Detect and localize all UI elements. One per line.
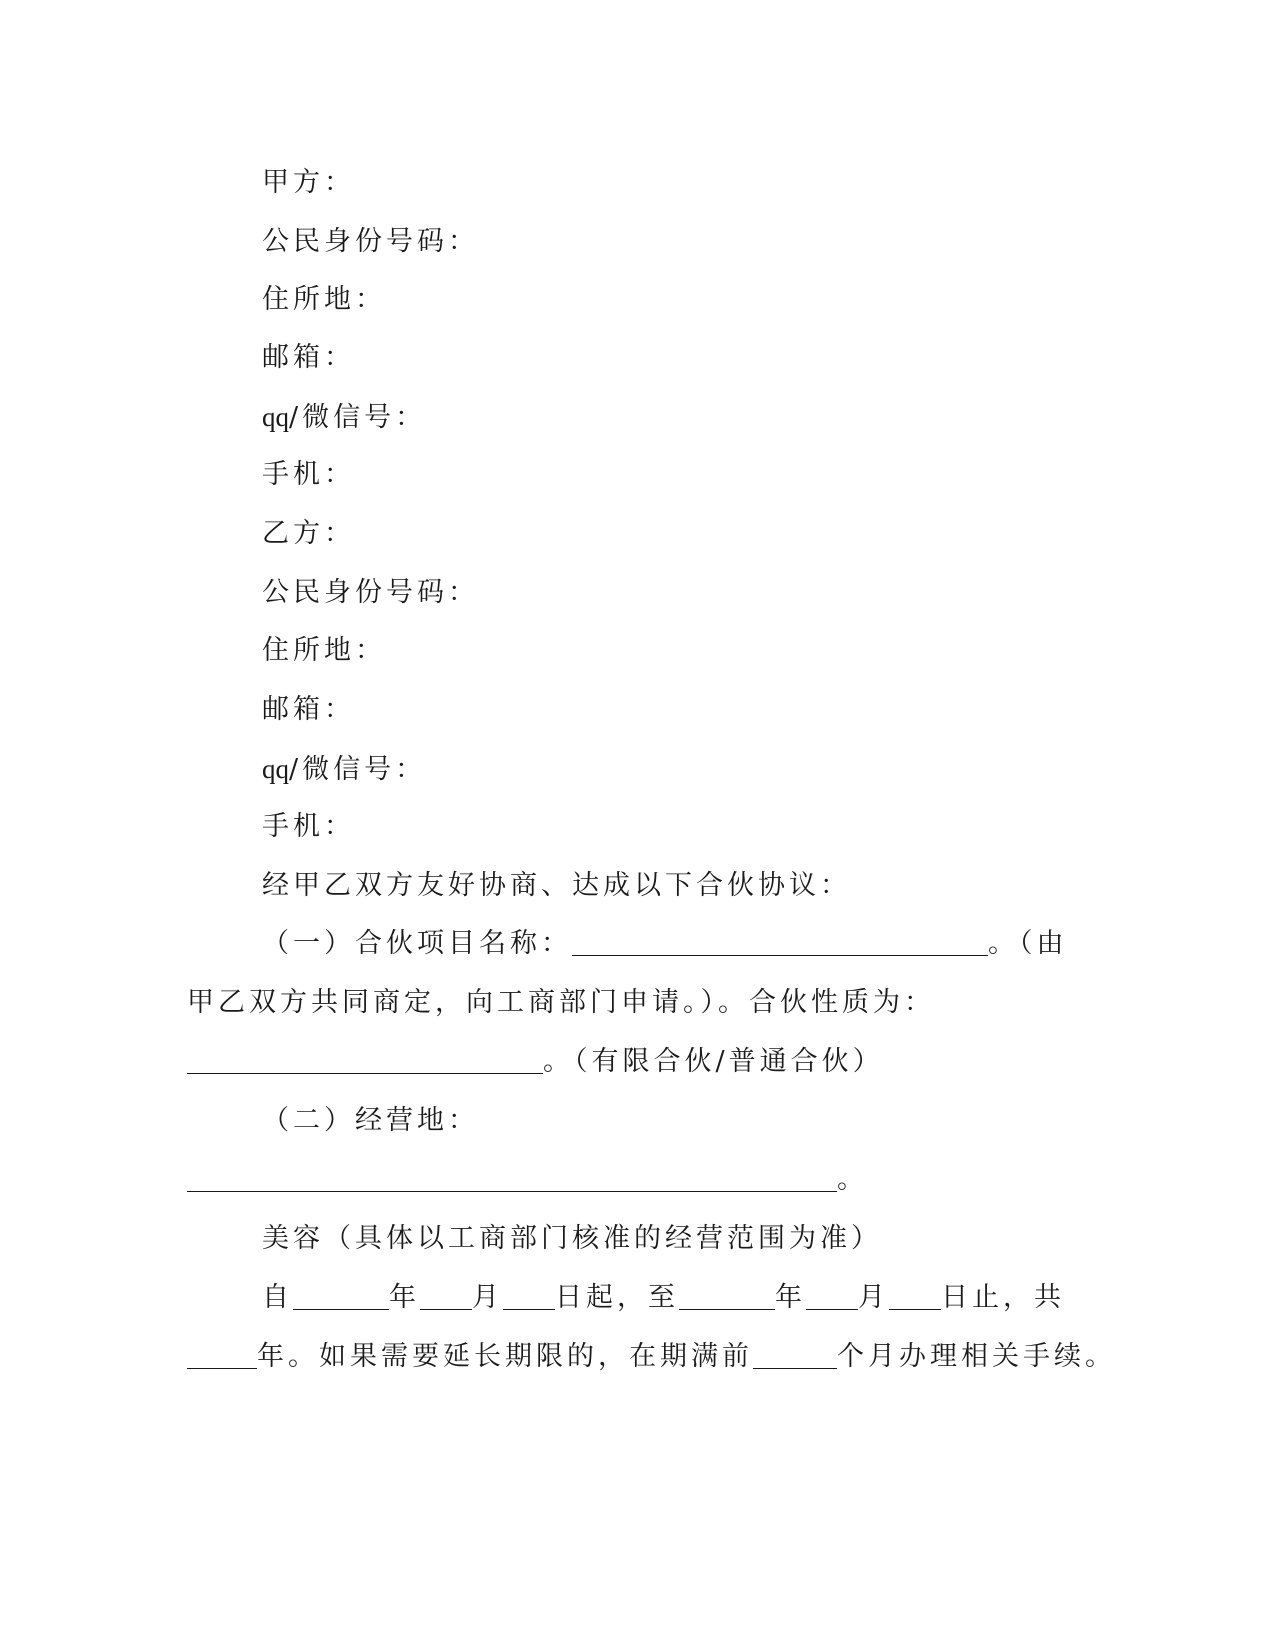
- start-month-unit: 月: [472, 1282, 503, 1313]
- business-location-blank[interactable]: [187, 1161, 837, 1192]
- total-years-blank[interactable]: [187, 1338, 257, 1369]
- term-from: 自: [262, 1282, 293, 1313]
- start-year-unit: 年: [389, 1282, 420, 1313]
- end-year-unit: 年: [775, 1282, 806, 1313]
- clause-1-note-start: 。（由: [988, 928, 1068, 959]
- project-name-blank[interactable]: [572, 925, 988, 956]
- party-a-id-number-label: 公民身份号码：: [262, 226, 479, 257]
- qq-prefix: qq: [262, 402, 289, 432]
- clause-1-line-3: [187, 1042, 884, 1082]
- party-a-qq-wechat-label: [262, 397, 426, 437]
- start-day-blank[interactable]: [503, 1279, 555, 1310]
- party-b-qq-wechat-label: [262, 749, 426, 789]
- end-year-blank[interactable]: [679, 1279, 775, 1310]
- party-b-id-number-label: 公民身份号码：: [262, 577, 479, 608]
- end-month-unit: 月: [858, 1282, 889, 1313]
- business-scope: 美容（具体以工商部门核准的经营范围为准）: [262, 1223, 882, 1254]
- clause-1-line-1: [262, 924, 1068, 964]
- party-a-phone-label: 手机：: [262, 459, 355, 490]
- clause-1-line-2: 甲乙双方共同商定，向工商部门申请。）。合伙性质为：: [187, 987, 935, 1018]
- total-years-text: 年。如果需要延长期限的，在期满前: [257, 1341, 753, 1372]
- partnership-nature-note: 。（有限合伙/普通合伙）: [543, 1046, 884, 1077]
- end-day-unit: 日止，共: [941, 1282, 1065, 1313]
- party-b-title: 乙方：: [262, 518, 355, 549]
- clause-2-line-2: [187, 1160, 868, 1200]
- end-day-blank[interactable]: [889, 1279, 941, 1310]
- agreement-intro: 经甲乙双方友好协商、达成以下合伙协议：: [262, 870, 851, 901]
- party-a-title: 甲方：: [262, 167, 355, 198]
- start-year-blank[interactable]: [293, 1279, 389, 1310]
- wechat-label: /微信号：: [289, 754, 427, 785]
- end-month-blank[interactable]: [806, 1279, 858, 1310]
- wechat-label: /微信号：: [289, 402, 427, 433]
- party-b-phone-label: 手机：: [262, 811, 355, 842]
- partnership-nature-blank[interactable]: [187, 1043, 543, 1074]
- clause-2-line-1: （二）经营地：: [262, 1105, 479, 1136]
- business-location-end: 。: [837, 1164, 868, 1195]
- project-name-label: （一）合伙项目名称：: [262, 928, 572, 959]
- start-day-unit: 日起，至: [555, 1282, 679, 1313]
- start-month-blank[interactable]: [420, 1279, 472, 1310]
- term-line-2: [187, 1337, 1116, 1377]
- party-b-address-label: 住所地：: [262, 635, 386, 666]
- party-b-email-label: 邮箱：: [262, 694, 355, 725]
- renewal-months-blank[interactable]: [753, 1338, 837, 1369]
- term-line-1: [262, 1278, 1065, 1318]
- qq-prefix: qq: [262, 754, 289, 784]
- party-a-address-label: 住所地：: [262, 284, 386, 315]
- renewal-tail: 个月办理相关手续。: [837, 1341, 1116, 1372]
- party-a-email-label: 邮箱：: [262, 342, 355, 373]
